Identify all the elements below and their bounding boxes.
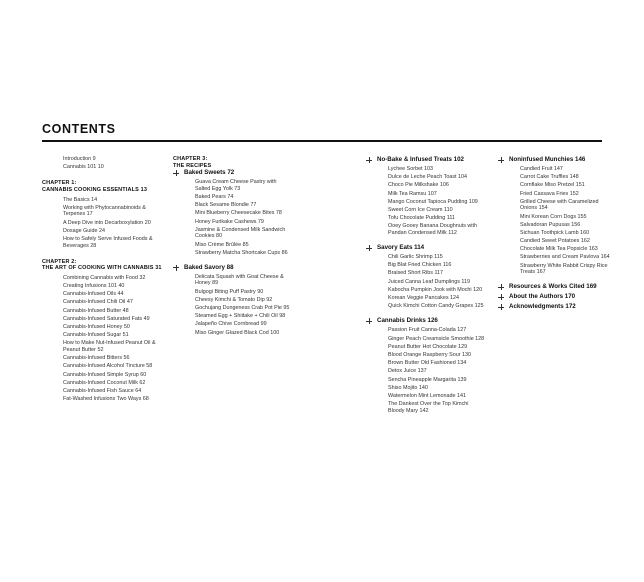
toc-entry[interactable]: Ooey Gooey Banana Doughnuts with Pandan Condensed Milk 112 bbox=[388, 223, 478, 236]
toc-entry[interactable]: Cannabis-Infused Chili Oil 47 bbox=[63, 299, 133, 306]
toc-entry[interactable]: Cannabis-Infused Coconut Milk 62 bbox=[63, 379, 146, 386]
toc-entry[interactable]: Guava Cream Cheese Pastry with Salted Egg Yolk 73 bbox=[195, 179, 277, 192]
toc-entry[interactable]: Dosage Guide 24 bbox=[63, 227, 105, 234]
toc-entry[interactable]: Cannabis-Infused Fish Sauce 64 bbox=[63, 387, 142, 394]
chapter-label: CHAPTER 1: bbox=[42, 180, 77, 187]
section-about-authors[interactable] bbox=[498, 293, 610, 301]
plus-icon bbox=[498, 284, 504, 290]
toc-entry[interactable]: Ginger Peach Creamsicle Smoothie 128 bbox=[388, 335, 485, 342]
chapter-label: CHAPTER 2: bbox=[42, 258, 77, 265]
toc-entry[interactable]: Salvadoran Pupusas 156 bbox=[520, 221, 581, 228]
section-acknowledgments[interactable] bbox=[498, 303, 610, 311]
toc-entry[interactable]: Cannabis-Infused Oils 44 bbox=[63, 291, 124, 298]
section-title: Cannabis Drinks 126 bbox=[377, 317, 438, 325]
toc-entry[interactable]: How to Safely Serve Infused Foods & Beverages 28 bbox=[63, 235, 153, 249]
toc-entry[interactable]: Chocolate Milk Tea Popsicle 163 bbox=[520, 246, 598, 253]
toc-entry[interactable]: Jalapeño Chive Cornbread 99 bbox=[195, 321, 267, 328]
toc-entry[interactable]: Braised Short Ribs 117 bbox=[388, 270, 444, 277]
toc-entry[interactable]: Candied Fruit 147 bbox=[520, 166, 563, 172]
toc-entry[interactable]: Introduction 9 bbox=[63, 156, 96, 162]
plus-icon bbox=[366, 157, 372, 163]
toc-entry[interactable]: Lychee Sorbet 103 bbox=[388, 166, 434, 172]
toc-entry[interactable]: Watermelon Mint Lemonade 141 bbox=[388, 392, 467, 399]
toc-entry[interactable]: Sencha Pineapple Margarita 139 bbox=[388, 376, 467, 383]
toc-entry[interactable]: Cannabis-Infused Simple Syrup 60 bbox=[63, 371, 147, 378]
plus-icon bbox=[366, 318, 372, 324]
section-baked-savory[interactable] bbox=[173, 264, 291, 272]
toc-column-3 bbox=[366, 156, 486, 416]
toc-entry[interactable]: Gochujang Dungeness Crab Pot Pie 95 bbox=[195, 305, 290, 312]
toc-entry[interactable]: Miso Crème Brûlée 85 bbox=[195, 241, 249, 248]
toc-entry[interactable]: Strawberry Matcha Shortcake Cups 86 bbox=[195, 249, 288, 256]
plus-icon bbox=[366, 245, 372, 251]
toc-entry[interactable]: Working with Phytocannabinoids & Terpenes 17 bbox=[63, 204, 146, 218]
toc-entry[interactable]: Cannabis-Infused Honey 50 bbox=[63, 324, 130, 330]
toc-entry[interactable]: Combining Cannabis with Food 32 bbox=[63, 274, 146, 281]
section-title: Resources & Works Cited 169 bbox=[509, 283, 597, 291]
page-title: CONTENTS bbox=[42, 122, 116, 136]
toc-entry[interactable]: Cornflake Miso Pretzel 151 bbox=[520, 182, 585, 189]
toc-entry[interactable]: Miso Ginger Glazed Black Cod 100 bbox=[195, 329, 280, 336]
toc-entry[interactable]: Korean Veggie Pancakes 124 bbox=[388, 295, 460, 302]
toc-entry[interactable]: Detox Juice 137 bbox=[388, 368, 427, 375]
toc-entry[interactable]: The Basics 14 bbox=[63, 196, 98, 203]
toc-entry[interactable]: Cannabis 101 10 bbox=[63, 164, 104, 171]
toc-entry[interactable]: Cannabis-Infused Bitters 56 bbox=[63, 355, 130, 362]
toc-entry[interactable]: Passion Fruit Canna-Colada 127 bbox=[388, 327, 467, 334]
toc-entry[interactable]: Delicata Squash with Goat Cheese & Honey 89 bbox=[195, 273, 284, 287]
toc-entry[interactable]: Fried Cassava Fries 152 bbox=[520, 190, 579, 197]
toc-entry[interactable]: Steamed Egg + Shiitake + Chili Oil 98 bbox=[195, 313, 286, 320]
section-no-bake[interactable] bbox=[366, 156, 486, 164]
toc-entry[interactable]: Candied Sweet Potatoes 162 bbox=[520, 238, 590, 245]
section-title: Baked Sweets 72 bbox=[184, 169, 235, 177]
chapter-label: CHAPTER 3: bbox=[173, 156, 208, 162]
toc-entry[interactable]: Jasmine & Condensed Milk Sandwich Cookies 80 bbox=[195, 226, 286, 240]
section-noninfused-munchies[interactable] bbox=[498, 156, 610, 164]
toc-entry[interactable]: Strawberries and Cream Pavlova 164 bbox=[520, 254, 610, 261]
toc-entry[interactable]: Strawberry White Rabbit Crispy Rice Treats 167 bbox=[520, 262, 608, 276]
toc-entry[interactable]: Carrot Cake Truffles 148 bbox=[520, 174, 579, 181]
toc-entry[interactable]: Tofu Chocolate Pudding 111 bbox=[388, 215, 455, 222]
toc-entry[interactable]: Shiso Mojito 140 bbox=[388, 384, 428, 391]
chapter-title[interactable]: THE RECIPES bbox=[173, 162, 212, 169]
toc-entry[interactable]: Cheesy Kimchi & Tomato Dip 92 bbox=[195, 296, 273, 303]
toc-entry[interactable]: Cannabis-Infused Saturated Fats 49 bbox=[63, 315, 150, 322]
toc-entry[interactable]: Sweet Corn Ice Cream 110 bbox=[388, 206, 453, 213]
toc-entry[interactable]: Mini Blueberry Cheesecake Bites 78 bbox=[195, 210, 282, 217]
toc-entry[interactable]: How to Make Nut-Infused Peanut Oil & Peanut Butter 52 bbox=[63, 340, 156, 353]
toc-entry[interactable]: Bulgogi Biting Puff Pastry 90 bbox=[195, 288, 264, 295]
toc-entry[interactable]: Big Blat Fried Chicken 116 bbox=[388, 262, 452, 269]
toc-entry[interactable]: Kabocha Pumpkin Jook with Mochi 120 bbox=[388, 286, 483, 293]
section-title: Baked Savory 88 bbox=[184, 263, 234, 271]
section-savory-eats[interactable] bbox=[366, 244, 486, 252]
toc-entry[interactable]: Cannabis-Infused Butter 48 bbox=[63, 307, 129, 314]
toc-entry[interactable]: Chili Garlic Shrimp 115 bbox=[388, 254, 443, 261]
toc-entry[interactable]: Milk Tea Ramsu 107 bbox=[388, 190, 437, 197]
title-rule bbox=[42, 140, 602, 142]
toc-entry[interactable]: Baked Pears 74 bbox=[195, 193, 234, 200]
toc-entry[interactable]: Brown Butter Old Fashioned 134 bbox=[388, 360, 467, 367]
chapter-title[interactable]: CANNABIS COOKING ESSENTIALS 13 bbox=[42, 186, 148, 193]
toc-entry[interactable]: Choco Pie Milkshake 106 bbox=[388, 182, 449, 189]
toc-entry[interactable]: Honey Furikake Cashews 79 bbox=[195, 218, 264, 225]
chapter-title[interactable]: THE ART OF COOKING WITH CANNABIS 31 bbox=[42, 265, 162, 272]
plus-icon bbox=[498, 157, 504, 163]
toc-entry[interactable]: Creating Infusions 101 40 bbox=[63, 283, 125, 290]
toc-entry[interactable]: Grilled Cheese with Caramelized Onions 154 bbox=[520, 198, 599, 212]
toc-entry[interactable]: Quick Kimchi Cotton Candy Grapes 125 bbox=[388, 303, 484, 310]
toc-entry[interactable]: A Deep Dive into Decarboxylation 20 bbox=[63, 219, 151, 226]
toc-entry[interactable]: Peanut Butter Hot Chocolate 129 bbox=[388, 343, 468, 350]
toc-entry[interactable]: Juiced Canna Leaf Dumplings 119 bbox=[388, 278, 471, 285]
toc-entry[interactable]: Blood Orange Raspberry Sour 130 bbox=[388, 351, 472, 358]
toc-entry[interactable]: Mango Coconut Tapioca Pudding 109 bbox=[388, 198, 478, 205]
plus-icon bbox=[173, 170, 179, 176]
toc-entry[interactable]: Fat-Washed Infusions Two Ways 68 bbox=[63, 396, 149, 403]
plus-icon bbox=[173, 265, 179, 271]
section-title: Savory Eats 114 bbox=[377, 244, 425, 252]
toc-entry[interactable]: Dulce de Leche Peach Toast 104 bbox=[388, 174, 468, 181]
plus-icon bbox=[498, 304, 504, 310]
toc-entry[interactable]: Sichuan Toothpick Lamb 160 bbox=[520, 229, 590, 236]
section-title: No-Bake & Infused Treats 102 bbox=[377, 156, 464, 163]
section-title: Noninfused Munchies 146 bbox=[509, 156, 586, 163]
toc-column-2 bbox=[173, 156, 291, 338]
toc-column-1 bbox=[42, 156, 168, 404]
section-cannabis-drinks[interactable] bbox=[366, 317, 486, 325]
section-resources[interactable] bbox=[498, 283, 610, 291]
toc-column-4 bbox=[498, 156, 610, 313]
section-baked-sweets[interactable] bbox=[173, 169, 291, 177]
toc-entry[interactable]: Black Sesame Blondie 77 bbox=[195, 202, 257, 209]
toc-entry[interactable]: The Dankest Over the Top Kimchi Bloody Mary 142 bbox=[388, 401, 469, 414]
toc-entry[interactable]: Cannabis-Infused Sugar 51 bbox=[63, 332, 129, 339]
toc-entry[interactable]: Cannabis-Infused Alcohol Tincture 58 bbox=[63, 363, 153, 370]
section-title: About the Authors 170 bbox=[509, 293, 576, 301]
toc-entry[interactable]: Mini Korean Corn Dogs 155 bbox=[520, 213, 587, 220]
plus-icon bbox=[498, 294, 504, 300]
section-title: Acknowledgments 172 bbox=[509, 303, 576, 311]
